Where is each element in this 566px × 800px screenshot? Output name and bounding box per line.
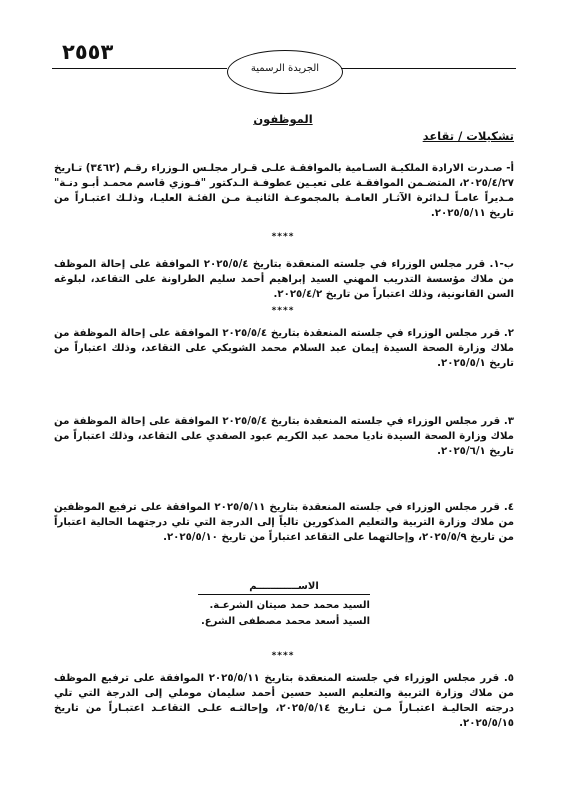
paragraph-label: ب-١. bbox=[485, 259, 514, 270]
gazette-label: الجريدة الرسمية bbox=[250, 63, 320, 74]
paragraph-label: ٤. bbox=[499, 502, 514, 513]
name-row: السيد محمد حمد صيتان الشرعـة. bbox=[209, 600, 370, 611]
paragraph-a bbox=[54, 161, 514, 221]
section-title: الموظفون bbox=[253, 112, 313, 126]
separator: **** bbox=[271, 306, 295, 316]
separator: **** bbox=[271, 651, 295, 661]
paragraph-text: صـدرت الارادة الملكيـة السـامية بالموافقـة علـى قـرار مجلـس الـوزراء رقـم (٣٤٦٢) تـاريخ ٢٠٢٥/٤/٢٧، المتضـمن الموافقـة على تعيـين عطوفـة الـدكتور "فـوزي قاسم محمـد أبـو دنـة" مـديراً عامـاً لـدائرة الآثـار العامـة بالمجموعـة الثانيـة مـن الفئـة العليـا، وذلـك اعتبـاراً من تاريخ ٢٠٢٥/٥/١١. bbox=[54, 163, 514, 219]
names-table-title: الاســــــــــــم bbox=[198, 580, 370, 595]
header-rule-right bbox=[341, 68, 516, 69]
page-number: ٢٥٥٣ bbox=[62, 40, 114, 64]
paragraph-b1 bbox=[54, 257, 514, 302]
paragraph-2 bbox=[54, 326, 514, 371]
paragraph-label: ٥. bbox=[499, 673, 514, 684]
gazette-oval bbox=[227, 50, 343, 94]
subsection-title: تشكيلات / تقاعد bbox=[422, 129, 514, 143]
paragraph-5 bbox=[54, 671, 514, 731]
paragraph-text: قرر مجلس الوزراء في جلسته المنعقدة بتاريخ ٢٠٢٥/٥/١١ الموافقة على ترفيع الموظف من ملاك وزارة التربية والتعليم السيد حسين أحمد سليمان موملي إلى الدرجة التي تلي درجته الحاليـة اعتبـاراً مـن تـاريخ ٢٠٢٥/٥/١٤، وإحالتـه علـى التقاعـد اعتبـاراً من تاريخ ٢٠٢٥/٥/١٥. bbox=[54, 673, 514, 729]
paragraph-text: قرر مجلس الوزراء في جلسته المنعقدة بتاريخ ٢٠٢٥/٥/١١ الموافقة على ترفيع الموظفين من ملاك وزارة التربية والتعليم المذكورين تالياً إلى الدرجة التي تلي درجتهما الحالية اعتباراً من تاريخ ٢٠٢٥/٥/٩، وإحالتهما على التقاعد اعتباراً من تاريخ ٢٠٢٥/٥/١٠. bbox=[54, 502, 514, 543]
separator: **** bbox=[271, 232, 295, 242]
paragraph-text: قرر مجلس الوزراء في جلسته المنعقدة بتاريخ ٢٠٢٥/٥/٤ الموافقة على إحالة الموظفة من ملاك وزارة الصحة السيدة إيمان عبد السلام محمد الشوبكي على التقاعد، وذلك اعتباراً من تاريخ ٢٠٢٥/٥/١. bbox=[54, 328, 514, 369]
paragraph-label: ٢. bbox=[500, 328, 514, 339]
paragraph-label: أ- bbox=[502, 163, 514, 174]
paragraph-label: ٣. bbox=[500, 416, 514, 427]
paragraph-3 bbox=[54, 414, 514, 459]
paragraph-text: قرر مجلس الوزراء في جلسته المنعقدة بتاريخ ٢٠٢٥/٥/٤ الموافقة على إحالة الموظف من ملاك مؤسسة التدريب المهني السيد إبراهيم أحمد سليم الطراونة على التقاعد، لبلوغه السن القانونية، وذلك اعتباراً من تاريخ ٢٠٢٥/٤/٢. bbox=[54, 259, 514, 300]
names-table bbox=[198, 574, 370, 628]
header-rule-left bbox=[52, 68, 227, 69]
name-row: السيد أسعد محمد مصطفى الشرع. bbox=[200, 616, 370, 627]
paragraph-text: قرر مجلس الوزراء في جلسته المنعقدة بتاريخ ٢٠٢٥/٥/٤ الموافقة على إحالة الموظفة من ملاك وزارة الصحة السيدة ناديا محمد عبد الكريم عبود الصفدي على التقاعد، وذلك اعتباراً من تاريخ ٢٠٢٥/٦/١. bbox=[54, 416, 514, 457]
paragraph-4 bbox=[54, 500, 514, 545]
